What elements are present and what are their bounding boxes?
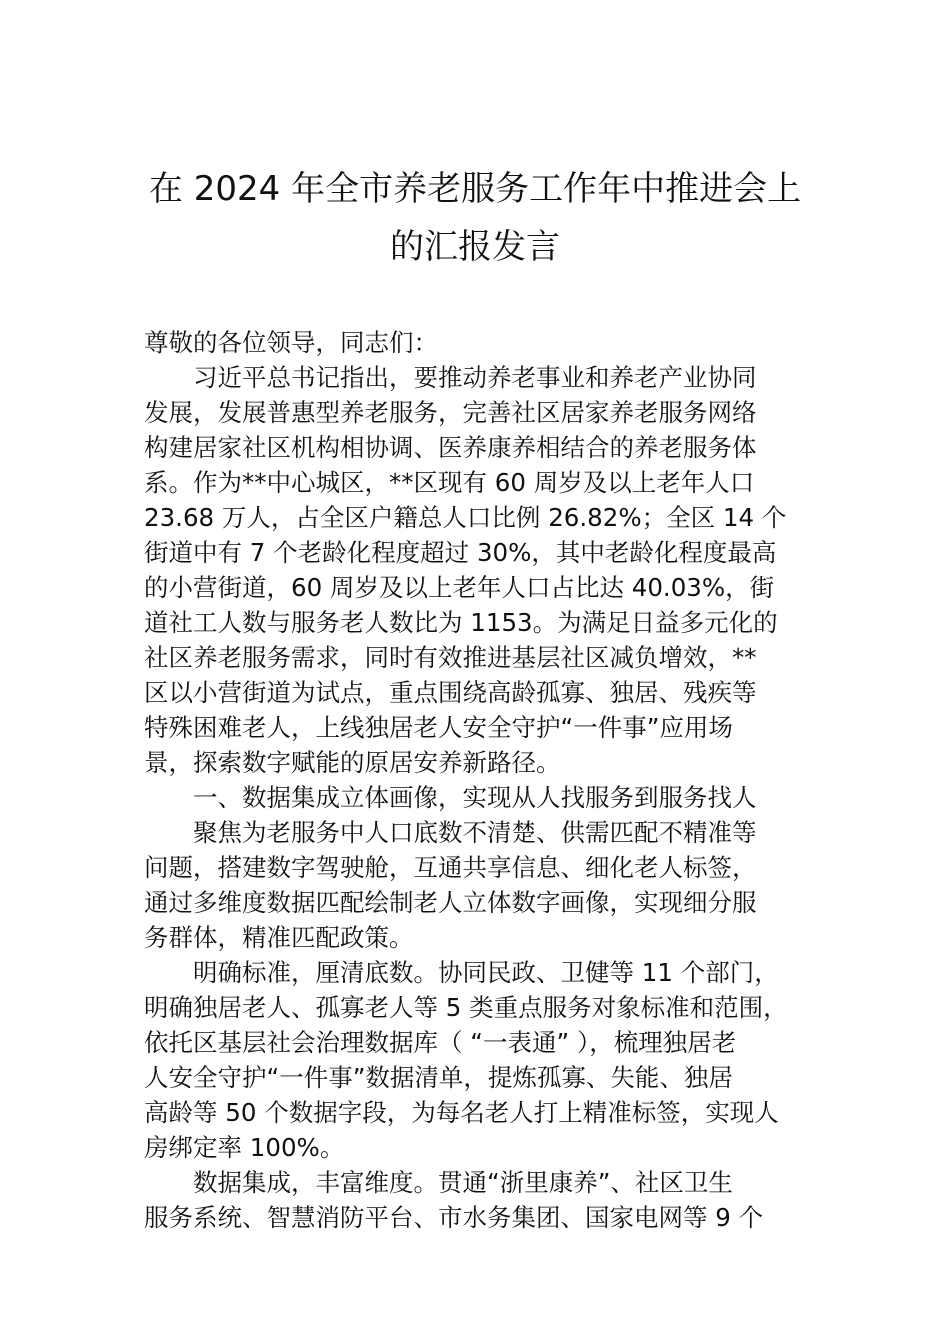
body-line: 23.68 万人，占全区户籍总人口比例 26.82%；全区 14 个 xyxy=(144,503,787,532)
body-line: 道社工人数与服务老人数比为 1153。为满足日益多元化的 xyxy=(144,608,778,637)
body-line: 聚焦为老服务中人口底数不清楚、供需匹配不精准等 xyxy=(144,818,757,847)
body-line: 构建居家社区机构相协调、医养康养相结合的养老服务体 xyxy=(144,433,757,462)
body-line: 务群体，精准匹配政策。 xyxy=(144,923,414,952)
body-line: 习近平总书记指出，要推动养老事业和养老产业协同 xyxy=(144,363,757,392)
body-line: 人安全守护“一件事”数据清单，提炼孤寡、失能、独居 xyxy=(144,1063,733,1092)
document-body xyxy=(144,325,812,1235)
body-line: 特殊困难老人，上线独居老人安全守护“一件事”应用场 xyxy=(144,713,733,742)
body-line: 系。作为**中心城区，**区现有 60 周岁及以上老年人口 xyxy=(144,468,755,497)
body-line: 通过多维度数据匹配绘制老人立体数字画像，实现细分服 xyxy=(144,888,757,917)
body-line: 的小营街道，60 周岁及以上老年人口占比达 40.03%，街 xyxy=(144,573,775,602)
body-line: 明确标准，厘清底数。协同民政、卫健等 11 个部门， xyxy=(144,958,779,987)
title-line-1: 在 2024 年全市养老服务工作年中推进会上 xyxy=(148,169,802,209)
body-line: 问题，搭建数字驾驶舱，互通共享信息、细化老人标签， xyxy=(144,853,757,882)
body-line: 街道中有 7 个老龄化程度超过 30%，其中老龄化程度最高 xyxy=(144,538,777,567)
body-line: 服务系统、智慧消防平台、市水务集团、国家电网等 9 个 xyxy=(144,1203,764,1232)
body-line: 社区养老服务需求，同时有效推进基层社区减负增效，** xyxy=(144,643,757,672)
body-line: 发展，发展普惠型养老服务，完善社区居家养老服务网络 xyxy=(144,398,757,427)
body-line: 数据集成，丰富维度。贯通“浙里康养”、社区卫生 xyxy=(144,1168,733,1197)
title-line-2: 的汇报发言 xyxy=(390,227,560,267)
body-line: 房绑定率 100%。 xyxy=(144,1133,345,1162)
body-line: 依托区基层社会治理数据库（ “一表通” ），梳理独居老 xyxy=(144,1028,737,1057)
section-heading: 一、数据集成立体画像，实现从人找服务到服务找人 xyxy=(144,783,757,812)
body-line: 景，探索数字赋能的原居安养新路径。 xyxy=(144,748,561,777)
document-title xyxy=(120,160,830,276)
body-line: 高龄等 50 个数据字段，为每名老人打上精准标签，实现人 xyxy=(144,1098,779,1127)
body-line: 区以小营街道为试点，重点围绕高龄孤寡、独居、残疾等 xyxy=(144,678,757,707)
body-line: 尊敬的各位领导，同志们： xyxy=(144,328,438,357)
body-line: 明确独居老人、孤寡老人等 5 类重点服务对象标准和范围， xyxy=(144,993,788,1022)
